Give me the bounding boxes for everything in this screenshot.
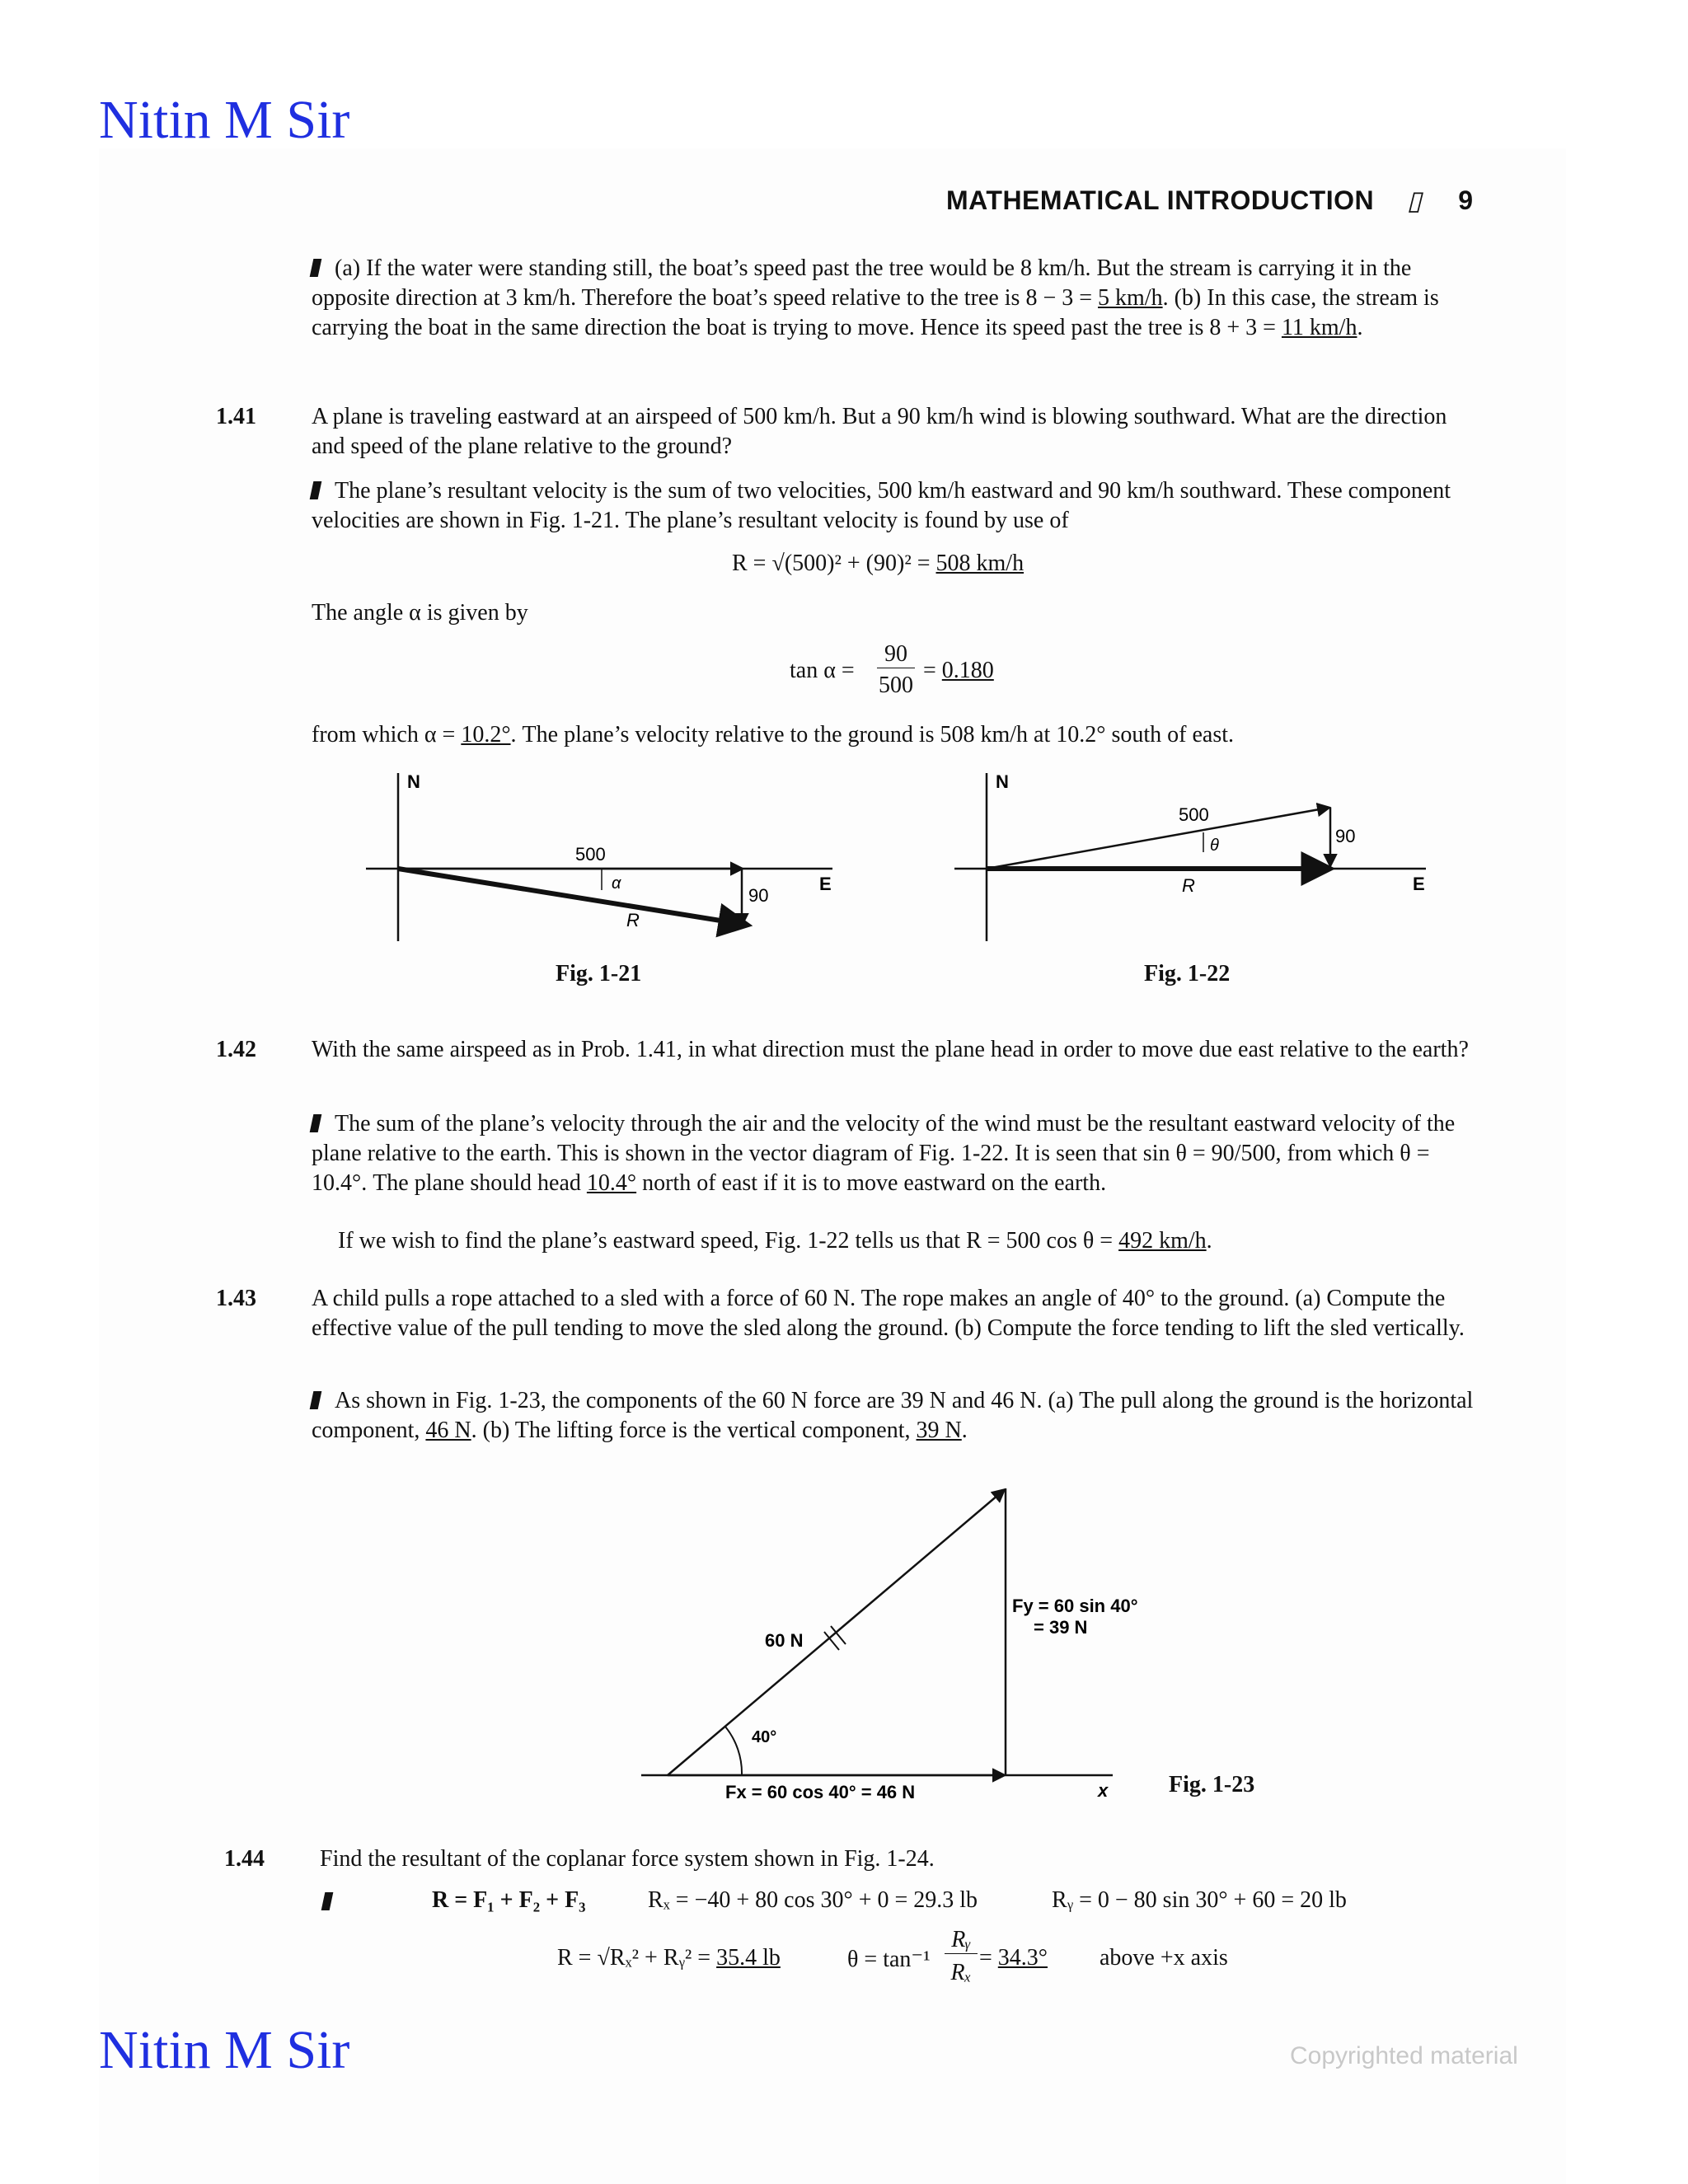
label-fy-value: = 39 N: [1034, 1617, 1088, 1638]
prev-solution-text-3: . (b) In this case, the stream is carrying the boat in the same direction the boat is trying to move. Hence its speed past the tree is 8 + 3 =: [312, 285, 1439, 340]
problem-143-solution: [312, 1386, 1474, 1446]
header-title: MATHEMATICAL INTRODUCTION: [946, 185, 1375, 215]
label-R: R: [1182, 875, 1195, 896]
label-fx: Fx = 60 cos 40° = 46 N: [725, 1782, 916, 1802]
equals-sign: =: [979, 1945, 998, 1971]
answer-underlined: 35.4 lb: [716, 1945, 781, 1971]
theta-label: θ = tan⁻¹: [847, 1947, 931, 1972]
label-x: x: [1098, 1780, 1109, 1801]
figure-1-23: [635, 1467, 1212, 1805]
solution-mark-icon: [310, 259, 322, 277]
angle-arc: [725, 1727, 742, 1775]
equation-theta: [847, 1927, 1062, 1993]
caption-fig-1-23: Fig. 1-23: [1169, 1772, 1255, 1797]
result-text: from which α =: [312, 722, 462, 748]
equation-text: R = √(500)² + (90)² =: [732, 551, 936, 576]
running-header: [946, 185, 1474, 216]
problem-142-question: With the same airspeed as in Prob. 1.41, in what direction must the plane head in order to move due east relative to the earth?: [312, 1037, 1469, 1062]
label-fy: Fy = 60 sin 40°: [1012, 1596, 1138, 1616]
problem-number-141: 1.41: [216, 404, 256, 429]
answer-underlined: 11 km/h: [1281, 315, 1357, 340]
fraction-numerator: Rᵧ: [945, 1927, 978, 1954]
problem-143-question: A child pulls a rope attached to a sled with a force of 60 N. The rope makes an angle of 40° to the ground. (a) Compute the effective value of the pull tending to move the sled along the ground. (b) Compute the force tending to lift the sled vertically.: [312, 1286, 1465, 1341]
equation-resultant: [732, 551, 1024, 577]
vector-resultant: [398, 869, 746, 925]
answer-underlined: 508 km/h: [935, 551, 1025, 576]
equation-rx: Rₓ = −40 + 80 cos 30° + 0 = 29.3 lb: [648, 1887, 978, 1913]
label-force: 60 N: [765, 1630, 804, 1651]
problem-number-144: 1.44: [224, 1846, 265, 1872]
answer-underlined: 46 N: [425, 1418, 471, 1443]
label-alpha: α: [612, 874, 621, 893]
figure-1-22: [951, 766, 1446, 948]
speed-text-2: .: [1206, 1228, 1212, 1254]
figure-1-21: [363, 766, 857, 948]
label-500: 500: [575, 844, 606, 865]
problem-number-142: 1.42: [216, 1037, 256, 1062]
equation-ry: Rᵧ = 0 − 80 sin 30° + 60 = 20 lb: [1052, 1887, 1347, 1913]
solution-text: As shown in Fig. 1-23, the components of the 60 N force are 39 N and 46 N. (a) The pull along the ground is the horizontal component,: [312, 1388, 1474, 1443]
answer-underlined: 34.3°: [997, 1945, 1048, 1971]
result-text-2: . The plane’s velocity relative to the ground is 508 km/h at 10.2° south of east.: [510, 722, 1234, 748]
solution-text-2: . (b) The lifting force is the vertical component,: [471, 1418, 917, 1443]
prev-solution-text-4: .: [1357, 315, 1363, 340]
label-theta: θ: [1210, 837, 1219, 855]
problem-number-143: 1.43: [216, 1286, 256, 1311]
header-symbol: ▯: [1407, 185, 1423, 215]
caption-fig-1-21: Fig. 1-21: [556, 961, 642, 987]
label-E: E: [819, 874, 832, 894]
label-90: 90: [748, 885, 769, 906]
prev-solution: [312, 254, 1474, 343]
speed-text: If we wish to find the plane’s eastward speed, Fig. 1-22 tells us that R = 500 cos θ =: [338, 1228, 1119, 1254]
label-N: N: [996, 771, 1009, 792]
problem-141-question: A plane is traveling eastward at an airspeed of 500 km/h. But a 90 km/h wind is blowing southward. What are the direction and speed of the plane relative to the ground?: [312, 404, 1447, 459]
fraction-numerator: 90: [877, 641, 915, 668]
fraction-denominator: 500: [879, 673, 913, 698]
caption-fig-1-22: Fig. 1-22: [1144, 961, 1231, 987]
answer-underlined: 0.180: [941, 658, 994, 683]
solution-text: The sum of the plane’s velocity through the air and the velocity of the wind must be the resultant eastward velocity of the plane relative to the earth. This is shown in the vector diagram of Fig. 1-22. It is seen that sin θ = 90/500, from which θ = 10.4°. The plane should head: [312, 1111, 1456, 1196]
page-number: 9: [1458, 185, 1474, 215]
solution-text-3: .: [961, 1418, 968, 1443]
label-R: R: [626, 910, 640, 930]
copyright-notice: Copyrighted material: [1290, 2042, 1518, 2069]
equation-magnitude: [557, 1945, 781, 1971]
vector-500: [987, 808, 1329, 869]
problem-142-speed: [338, 1226, 1475, 1256]
prev-solution-text-2: 8 − 3 =: [1025, 285, 1099, 311]
solution-mark-icon: [310, 1114, 322, 1132]
answer-underlined: 10.2°: [461, 722, 511, 748]
label-angle: 40°: [752, 1728, 777, 1746]
solution-text-2: north of east if it is to move eastward on the earth.: [636, 1170, 1107, 1196]
equation-direction: above +x axis: [1100, 1945, 1228, 1971]
watermark-top: Nitin M Sir: [99, 90, 350, 150]
alpha-result: [312, 720, 1474, 750]
problem-141-solution: [312, 476, 1474, 536]
angle-intro: The angle α is given by: [312, 600, 528, 626]
solution-mark-icon: [310, 1391, 322, 1409]
solution-text: The plane’s resultant velocity is the sum of two velocities, 500 km/h eastward and 90 km/h southward. These component velocities are shown in Fig. 1-21. The plane’s resultant velocity is found by use of: [312, 478, 1451, 533]
problem-142-solution: [312, 1109, 1474, 1198]
answer-underlined: 5 km/h: [1098, 285, 1163, 311]
equation-sum: R = F₁ + F₂ + F₃: [432, 1887, 586, 1913]
equation-text: R = √Rₓ² + Rᵧ² =: [557, 1945, 717, 1971]
answer-underlined: 39 N: [916, 1418, 962, 1443]
prev-solution-text: (a) If the water were standing still, the boat’s speed past the tree would be 8 km/h. But the stream is carrying it in the opposite direction at 3 km/h. Therefore the boat’s speed relative to the tree is: [312, 255, 1412, 311]
watermark-bottom: Nitin M Sir: [99, 2020, 350, 2080]
fraction-denominator: Rₓ: [950, 1960, 972, 1985]
label-E: E: [1413, 874, 1425, 894]
equals-sign: =: [923, 658, 942, 683]
label-90: 90: [1335, 826, 1356, 846]
answer-underlined: 492 km/h: [1118, 1228, 1207, 1254]
label-N: N: [407, 771, 420, 792]
problem-144-question: Find the resultant of the coplanar force system shown in Fig. 1-24.: [320, 1846, 935, 1872]
tan-label: tan α =: [790, 658, 855, 683]
answer-underlined: 10.4°: [586, 1170, 637, 1196]
label-500: 500: [1179, 804, 1209, 825]
solution-mark-icon: [310, 481, 322, 499]
